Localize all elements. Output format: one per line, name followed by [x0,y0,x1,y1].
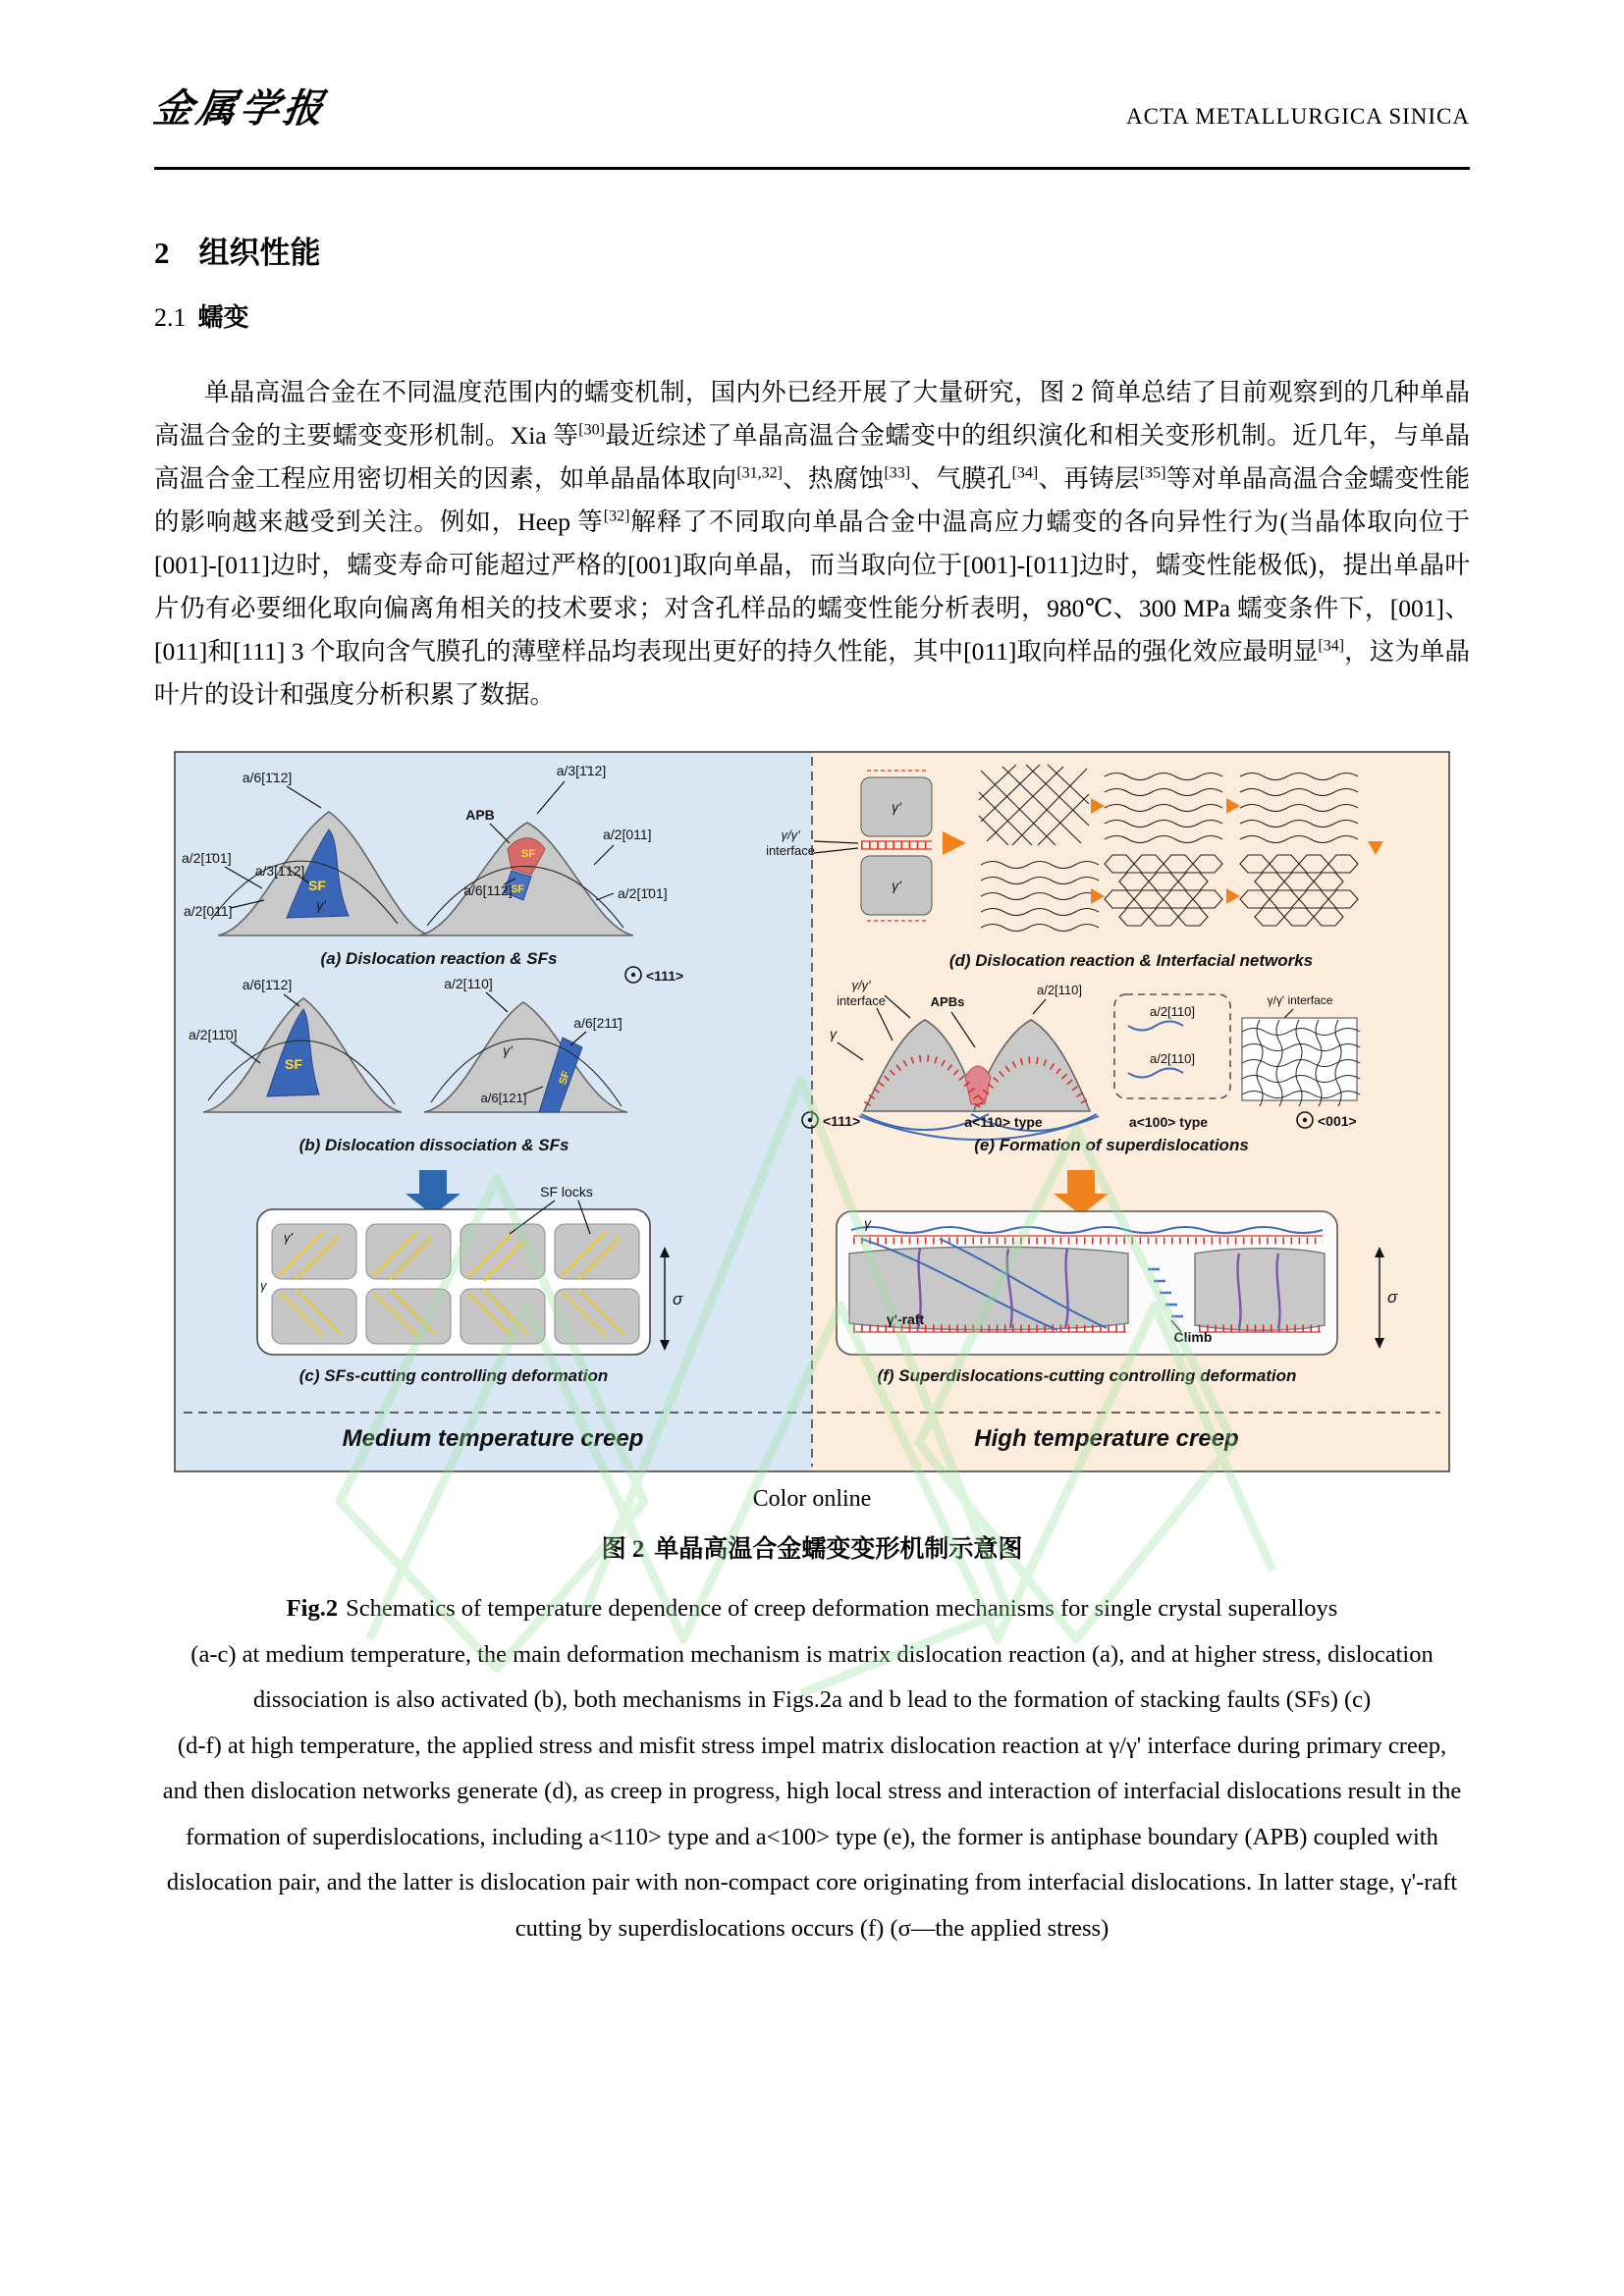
panel-e-caption: (e) Formation of superdislocations [974,1136,1249,1154]
label-gamma: γ [260,1278,267,1293]
figure-caption-en [159,1586,1465,1951]
label-a2-110-left: a/2[11̄0] [189,1027,238,1042]
label-a2-110: a/2[110] [1036,983,1083,997]
label-a2-110-top: a/2[110] [444,976,493,991]
panel-c [257,1184,683,1385]
label-a2-110-box-top: a/2[110] [1149,1004,1196,1019]
label-gamma-prime: γ' [503,1042,513,1058]
label-sigma: σ [673,1290,683,1308]
label-climb: Climb [1173,1329,1213,1345]
high-temp-footer: High temperature creep [974,1425,1239,1452]
figure-caption-en-line1 [159,1586,1465,1632]
label-apbs: APBs [930,994,965,1009]
panel-a-caption: (a) Dislocation reaction & SFs [320,949,558,968]
label-gamma-prime-2: γ' [892,878,901,893]
label-apb: APB [465,807,495,823]
label-gamma-prime-1: γ' [892,799,901,815]
label-interface-line2: interface [837,993,886,1008]
gamma-prime-raft [1195,1249,1325,1331]
label-a6-211: a/6[211̄] [573,1015,623,1031]
zone-axis-001-label: <001> [1318,1113,1357,1129]
body-paragraph: 单晶高温合金在不同温度范围内的蠕变机制，国内外已经开展了大量研究，图 2 简单总结了目前观察到的几种单晶高温合金的主要蠕变变形机制。Xia 等[30]最近综述了单晶高温合金蠕变中的组织演化和相关变形机制。近几年，与单晶高温合金工程应用密切相关的因素，如单晶晶体取向[31,32]、热腐蚀[33]、气膜孔[34]、再铸层[35]等对单晶高温合金蠕变性能的影响越来越受到关注。例如，Heep 等[32]解释了不同取向单晶合金中温高应力蠕变的各向异性行为(当晶体取向位于[001]-[011]边时，蠕变寿命可能超过严格的[001]取向单晶，而当取向位于[001]-[011]边时，蠕变性能极低)，提出单晶叶片仍有必要细化取向偏离角相关的技术要求；对含孔样品的蠕变性能分析表明，980℃、300 MPa 蠕变条件下，[001]、[011]和[111] 3 个取向含气膜孔的薄壁样品均表现出更好的持久性能，其中[011]取向样品的强化效应最明显[34]，这为单晶叶片的设计和强度分析积累了数据。 [154,377,1470,709]
label-a6-121: a/6[121] [480,1091,527,1105]
label-sf: SF [557,1069,573,1087]
figure-2 [173,751,1451,1472]
panel-d-caption: (d) Dislocation reaction & Interfacial networks [948,951,1314,970]
journal-name: ACTA METALLURGICA SINICA [1126,104,1470,129]
label-a6-112: a/6[1̄12] [242,770,293,785]
subsection-heading [154,297,249,334]
section-number: 2 [154,236,170,270]
figure-caption-en-para-medium: (a-c) at medium temperature, the main deformation mechanism is matrix dislocation reaction (a), and at higher stress, dislocation dissociation is also activated (b), both mechanisms in Figs.2a and b lead to the formation of stacking faults (SFs) (c) [190,1640,1434,1713]
zone-axis-111-label: <111> [823,1113,861,1129]
label-sigma: σ [1387,1288,1398,1307]
header-rule [154,167,1470,170]
label-a2-101-left: a/2[1̄01] [182,850,232,866]
figure-caption-en-title: Schematics of temperature dependence of creep deformation mechanisms for single crystal superalloys [346,1595,1338,1622]
label-sf: SF [520,848,536,860]
figure-caption-en-number: Fig.2 [286,1595,339,1622]
figure-caption-en-para-high: (d-f) at high temperature, the applied stress and misfit stress impel matrix dislocation reaction at γ/γ' interface during primary creep, and then dislocation networks generate (d), as creep in progress, high local stress and interaction of interfacial dislocations result in the formation of superdislocations, including a<110> type and a<100> type (e), the former is antiphase boundary (APB) coupled with dislocation pair, and the latter is dislocation pair with non-compact core originating from interfacial dislocations. In latter stage, γ'-raft cutting by superdislocations occurs (f) (σ—the applied stress) [162,1732,1462,1942]
figure-caption-cn [0,1529,1624,1565]
subsection-number: 2.1 [154,303,187,332]
journal-logo: 金属学报 [150,85,330,132]
figure-2-svg [173,751,1451,1472]
label-sf: SF [308,878,326,893]
label-interface-b: γ/γ' interface [1267,993,1333,1007]
label-interface-line1: γ/γ' [851,978,871,992]
journal-header [150,75,1470,139]
label-a2-110-box-bottom: a/2[110] [1149,1051,1196,1066]
label-gamma-prime: γ' [284,1230,293,1245]
zone-axis-111-label: <111> [646,968,684,984]
panel-c-caption: (c) SFs-cutting controlling deformation [298,1366,609,1385]
label-gamma: γ [864,1215,871,1231]
label-sf: SF [510,883,525,895]
label-sf-locks: SF locks [540,1184,593,1200]
label-sf: SF [285,1056,302,1072]
section-title: 组织性能 [198,236,321,270]
subsection-title: 蠕变 [197,302,249,332]
label-gamma-prime-raft: γ'-raft [886,1311,925,1327]
label-interface-line1: γ/γ' [781,828,800,842]
label-a110-type: a<110> type [964,1114,1043,1130]
panel-b-caption: (b) Dislocation dissociation & SFs [298,1136,569,1154]
medium-temp-footer: Medium temperature creep [342,1425,644,1452]
color-online-note: Color online [752,1486,872,1512]
panel-f-caption: (f) Superdislocations-cutting controlling deformation [877,1366,1297,1385]
label-a3-112-top: a/3[1̄12] [556,763,607,778]
label-a2-101-right: a/2[1̄01] [618,885,668,901]
label-interface-line2: interface [766,843,815,858]
figure-caption-cn-number: 图 2 [601,1536,645,1563]
label-a2-011-bottom: a/2[011] [184,903,233,919]
label-a100-type: a<100> type [1128,1114,1209,1130]
label-a6-112: a/6[1̄12] [242,977,293,992]
label-gamma-prime: γ' [316,897,326,913]
section-heading [154,228,321,272]
label-a6-112b: a/6[112] [463,882,513,898]
label-a3-112-mid: a/3[1̄12] [254,863,305,879]
label-gamma: γ [830,1026,837,1041]
label-a2-011-top: a/2[011] [603,827,652,842]
figure-caption-cn-text: 单晶高温合金蠕变变形机制示意图 [654,1535,1023,1563]
